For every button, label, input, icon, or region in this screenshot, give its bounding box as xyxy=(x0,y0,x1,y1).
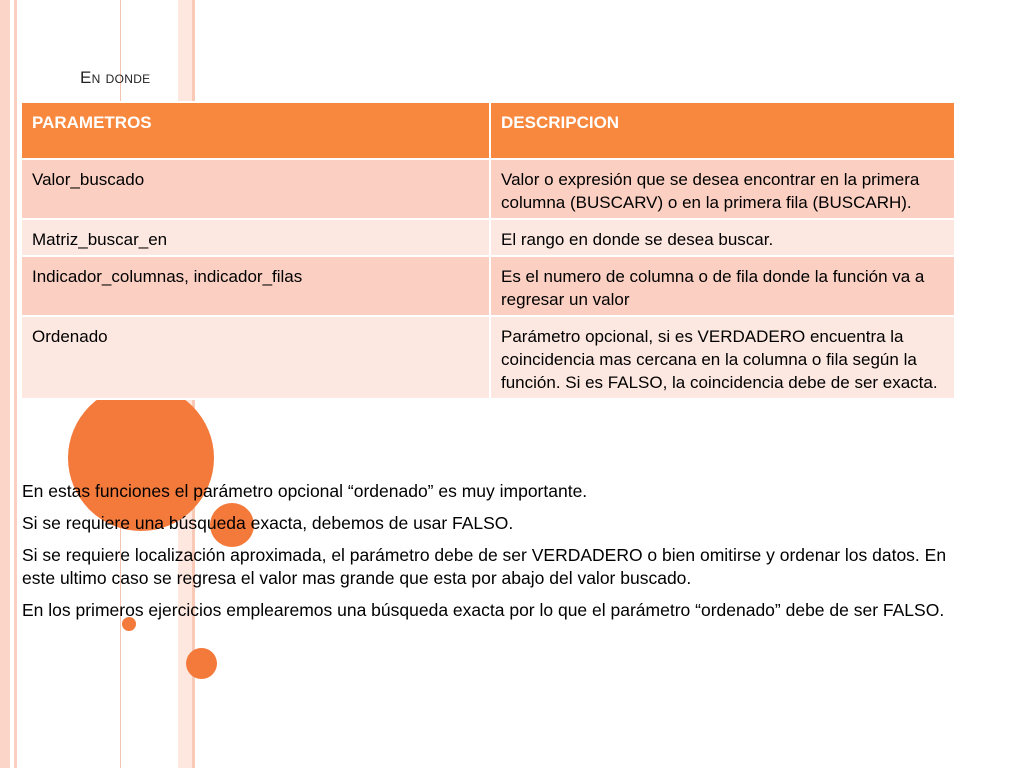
paragraph: Si se requiere una búsqueda exacta, debemos de usar FALSO. xyxy=(22,513,514,533)
param-cell: Matriz_buscar_en xyxy=(21,219,490,256)
decor-stripe xyxy=(14,0,17,768)
header-descripcion: DESCRIPCION xyxy=(490,102,955,159)
table-row xyxy=(21,219,955,256)
decor-circle-small xyxy=(186,648,217,679)
description-cell: Valor o expresión que se desea encontrar en la primera columna (BUSCARV) o en la primera fila (BUSCARH). xyxy=(490,159,955,219)
description-cell: Es el numero de columna o de fila donde la función va a regresar un valor xyxy=(490,256,955,316)
description-cell: Parámetro opcional, si es VERDADERO encuentra la coincidencia mas cercana en la columna o fila según la función. Si es FALSO, la coincidencia debe de ser exacta. xyxy=(490,316,955,399)
description-cell: El rango en donde se desea buscar. xyxy=(490,219,955,256)
parameters-table xyxy=(20,101,956,400)
param-cell: Ordenado xyxy=(21,316,490,399)
paragraph: Si se requiere localización aproximada, el parámetro debe de ser VERDADERO o bien omitirse y ordenar los datos. En este ultimo caso se regresa el valor mas grande que esta por abajo del valor buscado. xyxy=(22,545,947,588)
header-parametros: PARAMETROS xyxy=(21,102,490,159)
paragraph: En los primeros ejercicios emplearemos una búsqueda exacta por lo que el parámetro “ordenado” debe de ser FALSO. xyxy=(22,600,945,620)
body-text xyxy=(22,480,972,631)
table-row xyxy=(21,316,955,399)
table-row xyxy=(21,256,955,316)
slide-title: En donde xyxy=(80,68,151,87)
decor-stripe xyxy=(0,0,10,768)
paragraph: En estas funciones el parámetro opcional “ordenado” es muy importante. xyxy=(22,481,588,501)
table-row xyxy=(21,159,955,219)
param-cell: Indicador_columnas, indicador_filas xyxy=(21,256,490,316)
table-header-row xyxy=(21,102,955,159)
param-cell: Valor_buscado xyxy=(21,159,490,219)
